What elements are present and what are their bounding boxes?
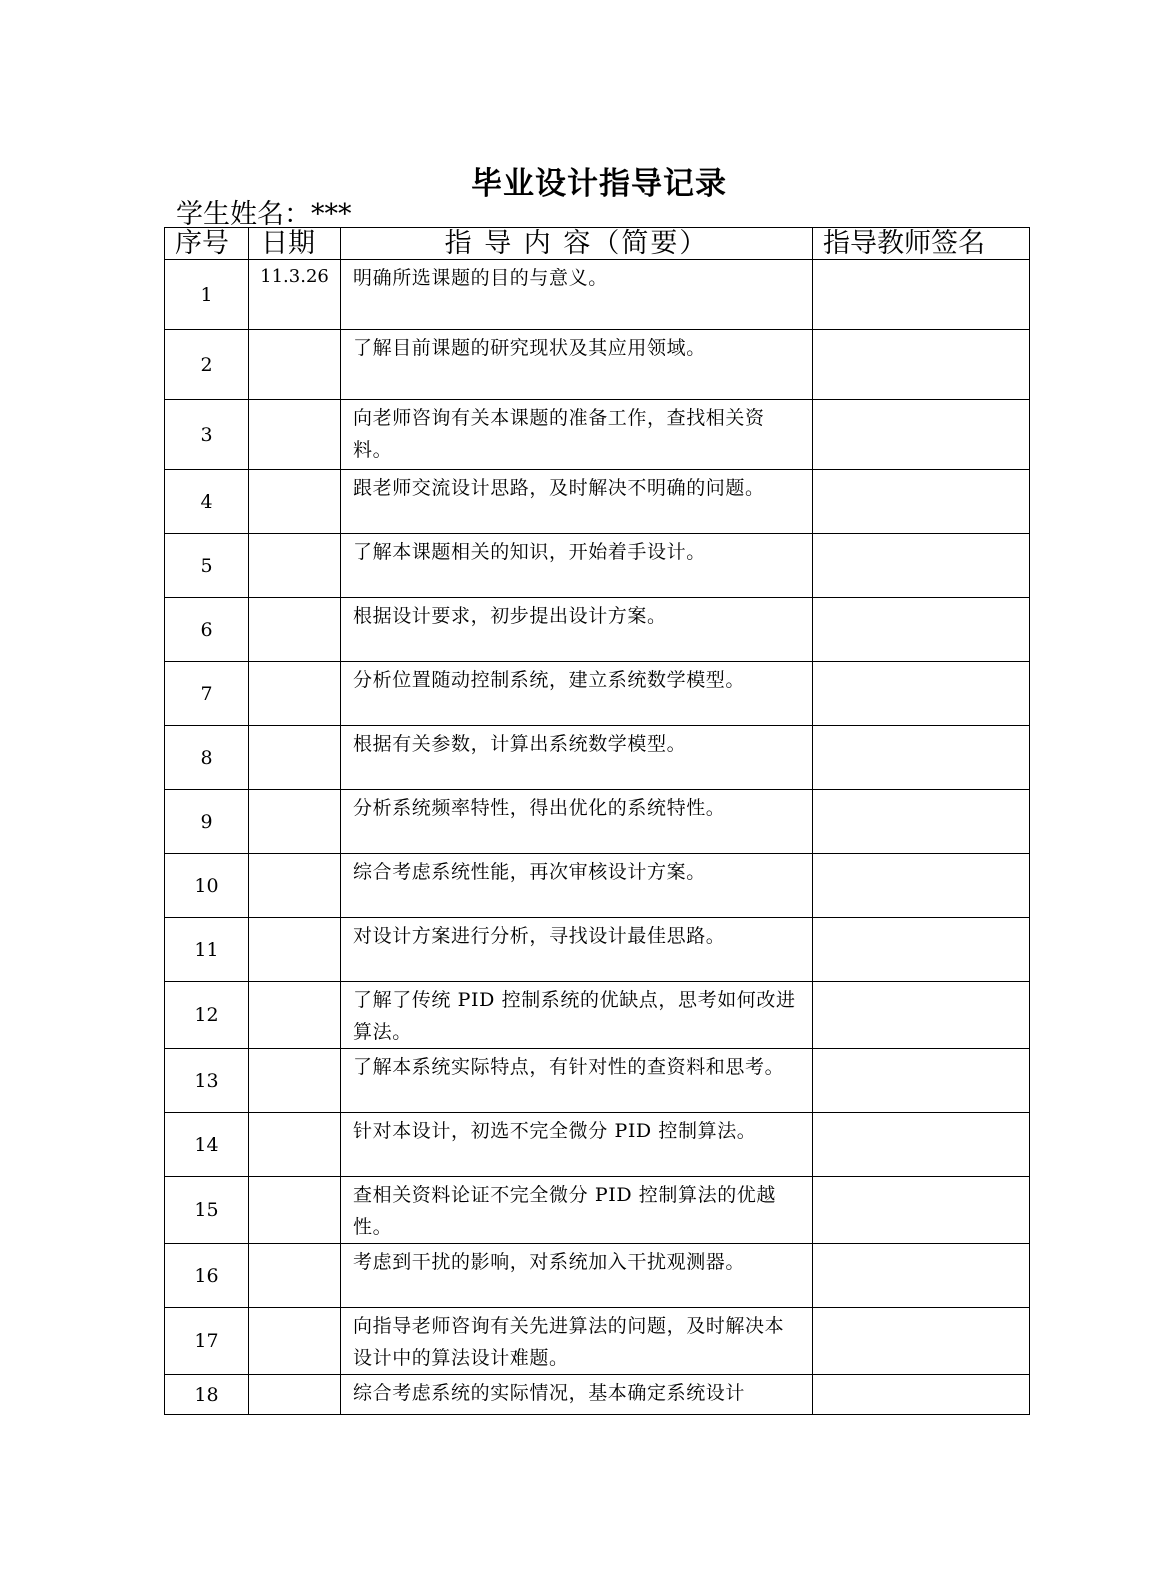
row-date-cell [249,982,341,1049]
row-content-cell: 查相关资料论证不完全微分 PID 控制算法的优越性。 [341,1177,813,1244]
row-signature-cell [813,1375,1030,1415]
row-signature-cell [813,470,1030,534]
row-date-cell [249,330,341,400]
row-content-cell: 针对本设计，初选不完全微分 PID 控制算法。 [341,1113,813,1177]
table-row [165,1177,1030,1244]
row-date-cell [249,1049,341,1113]
table-row [165,726,1030,790]
table-row [165,1308,1030,1375]
row-content-cell: 了解本课题相关的知识，开始着手设计。 [341,534,813,598]
row-content-cell: 向指导老师咨询有关先进算法的问题，及时解决本设计中的算法设计难题。 [341,1308,813,1375]
row-seq-cell: 2 [165,330,249,400]
table-row [165,1049,1030,1113]
row-seq-cell: 10 [165,854,249,918]
row-content-cell: 了解目前课题的研究现状及其应用领域。 [341,330,813,400]
row-seq-cell: 7 [165,662,249,726]
row-signature-cell [813,330,1030,400]
row-date-cell [249,534,341,598]
row-signature-cell [813,400,1030,470]
row-seq-cell: 17 [165,1308,249,1375]
table-row [165,662,1030,726]
table-row [165,982,1030,1049]
row-content-cell: 向老师咨询有关本课题的准备工作，查找相关资料。 [341,400,813,470]
row-signature-cell [813,790,1030,854]
table-row [165,470,1030,534]
header-content: 指 导 内 容（简要） [341,228,813,260]
table-row [165,1113,1030,1177]
table-row [165,260,1030,330]
row-content-cell: 考虑到干扰的影响，对系统加入干扰观测器。 [341,1244,813,1308]
table-row [165,790,1030,854]
row-content-cell: 分析系统频率特性，得出优化的系统特性。 [341,790,813,854]
row-signature-cell [813,1177,1030,1244]
row-date-cell [249,1375,341,1415]
row-content-cell: 了解本系统实际特点，有针对性的查资料和思考。 [341,1049,813,1113]
row-seq-cell: 14 [165,1113,249,1177]
student-name-label: 学生姓名：*** [176,199,352,230]
row-date-cell [249,1244,341,1308]
row-seq-cell: 18 [165,1375,249,1415]
table-row [165,854,1030,918]
table-row [165,400,1030,470]
row-date-cell [249,662,341,726]
table-body [165,260,1030,1415]
header-signature: 指导教师签名 [813,228,1030,260]
row-content-cell: 综合考虑系统的实际情况，基本确定系统设计 [341,1375,813,1415]
row-content-cell: 跟老师交流设计思路，及时解决不明确的问题。 [341,470,813,534]
row-seq-cell: 8 [165,726,249,790]
row-date-cell [249,854,341,918]
row-signature-cell [813,918,1030,982]
row-seq-cell: 6 [165,598,249,662]
row-signature-cell [813,1049,1030,1113]
row-seq-cell: 15 [165,1177,249,1244]
row-content-cell: 对设计方案进行分析，寻找设计最佳思路。 [341,918,813,982]
row-seq-cell: 4 [165,470,249,534]
row-seq-cell: 13 [165,1049,249,1113]
row-seq-cell: 11 [165,918,249,982]
row-seq-cell: 1 [165,260,249,330]
row-date-cell [249,726,341,790]
row-date-cell [249,918,341,982]
row-date-cell: 11.3.26 [249,260,341,330]
table-row [165,1375,1030,1415]
row-date-cell [249,1113,341,1177]
row-date-cell [249,1177,341,1244]
row-seq-cell: 16 [165,1244,249,1308]
table-header-row [165,228,1030,260]
row-signature-cell [813,260,1030,330]
table-row [165,534,1030,598]
row-content-cell: 分析位置随动控制系统，建立系统数学模型。 [341,662,813,726]
row-date-cell [249,400,341,470]
row-content-cell: 根据有关参数，计算出系统数学模型。 [341,726,813,790]
row-date-cell [249,1308,341,1375]
row-content-cell: 明确所选课题的目的与意义。 [341,260,813,330]
row-signature-cell [813,726,1030,790]
row-signature-cell [813,662,1030,726]
guidance-record-table [164,227,1030,1415]
row-date-cell [249,790,341,854]
row-content-cell: 根据设计要求，初步提出设计方案。 [341,598,813,662]
table-row [165,598,1030,662]
document-title: 毕业设计指导记录 [471,166,727,202]
row-date-cell [249,470,341,534]
table-row [165,1244,1030,1308]
row-signature-cell [813,1308,1030,1375]
row-content-cell: 综合考虑系统性能，再次审核设计方案。 [341,854,813,918]
row-seq-cell: 3 [165,400,249,470]
row-seq-cell: 9 [165,790,249,854]
row-signature-cell [813,982,1030,1049]
row-date-cell [249,598,341,662]
row-content-cell: 了解了传统 PID 控制系统的优缺点，思考如何改进算法。 [341,982,813,1049]
row-signature-cell [813,598,1030,662]
row-seq-cell: 5 [165,534,249,598]
table-row [165,918,1030,982]
row-signature-cell [813,1244,1030,1308]
row-signature-cell [813,534,1030,598]
row-seq-cell: 12 [165,982,249,1049]
row-signature-cell [813,854,1030,918]
row-signature-cell [813,1113,1030,1177]
header-seq: 序号 [165,228,249,260]
header-date: 日期 [249,228,341,260]
table-row [165,330,1030,400]
